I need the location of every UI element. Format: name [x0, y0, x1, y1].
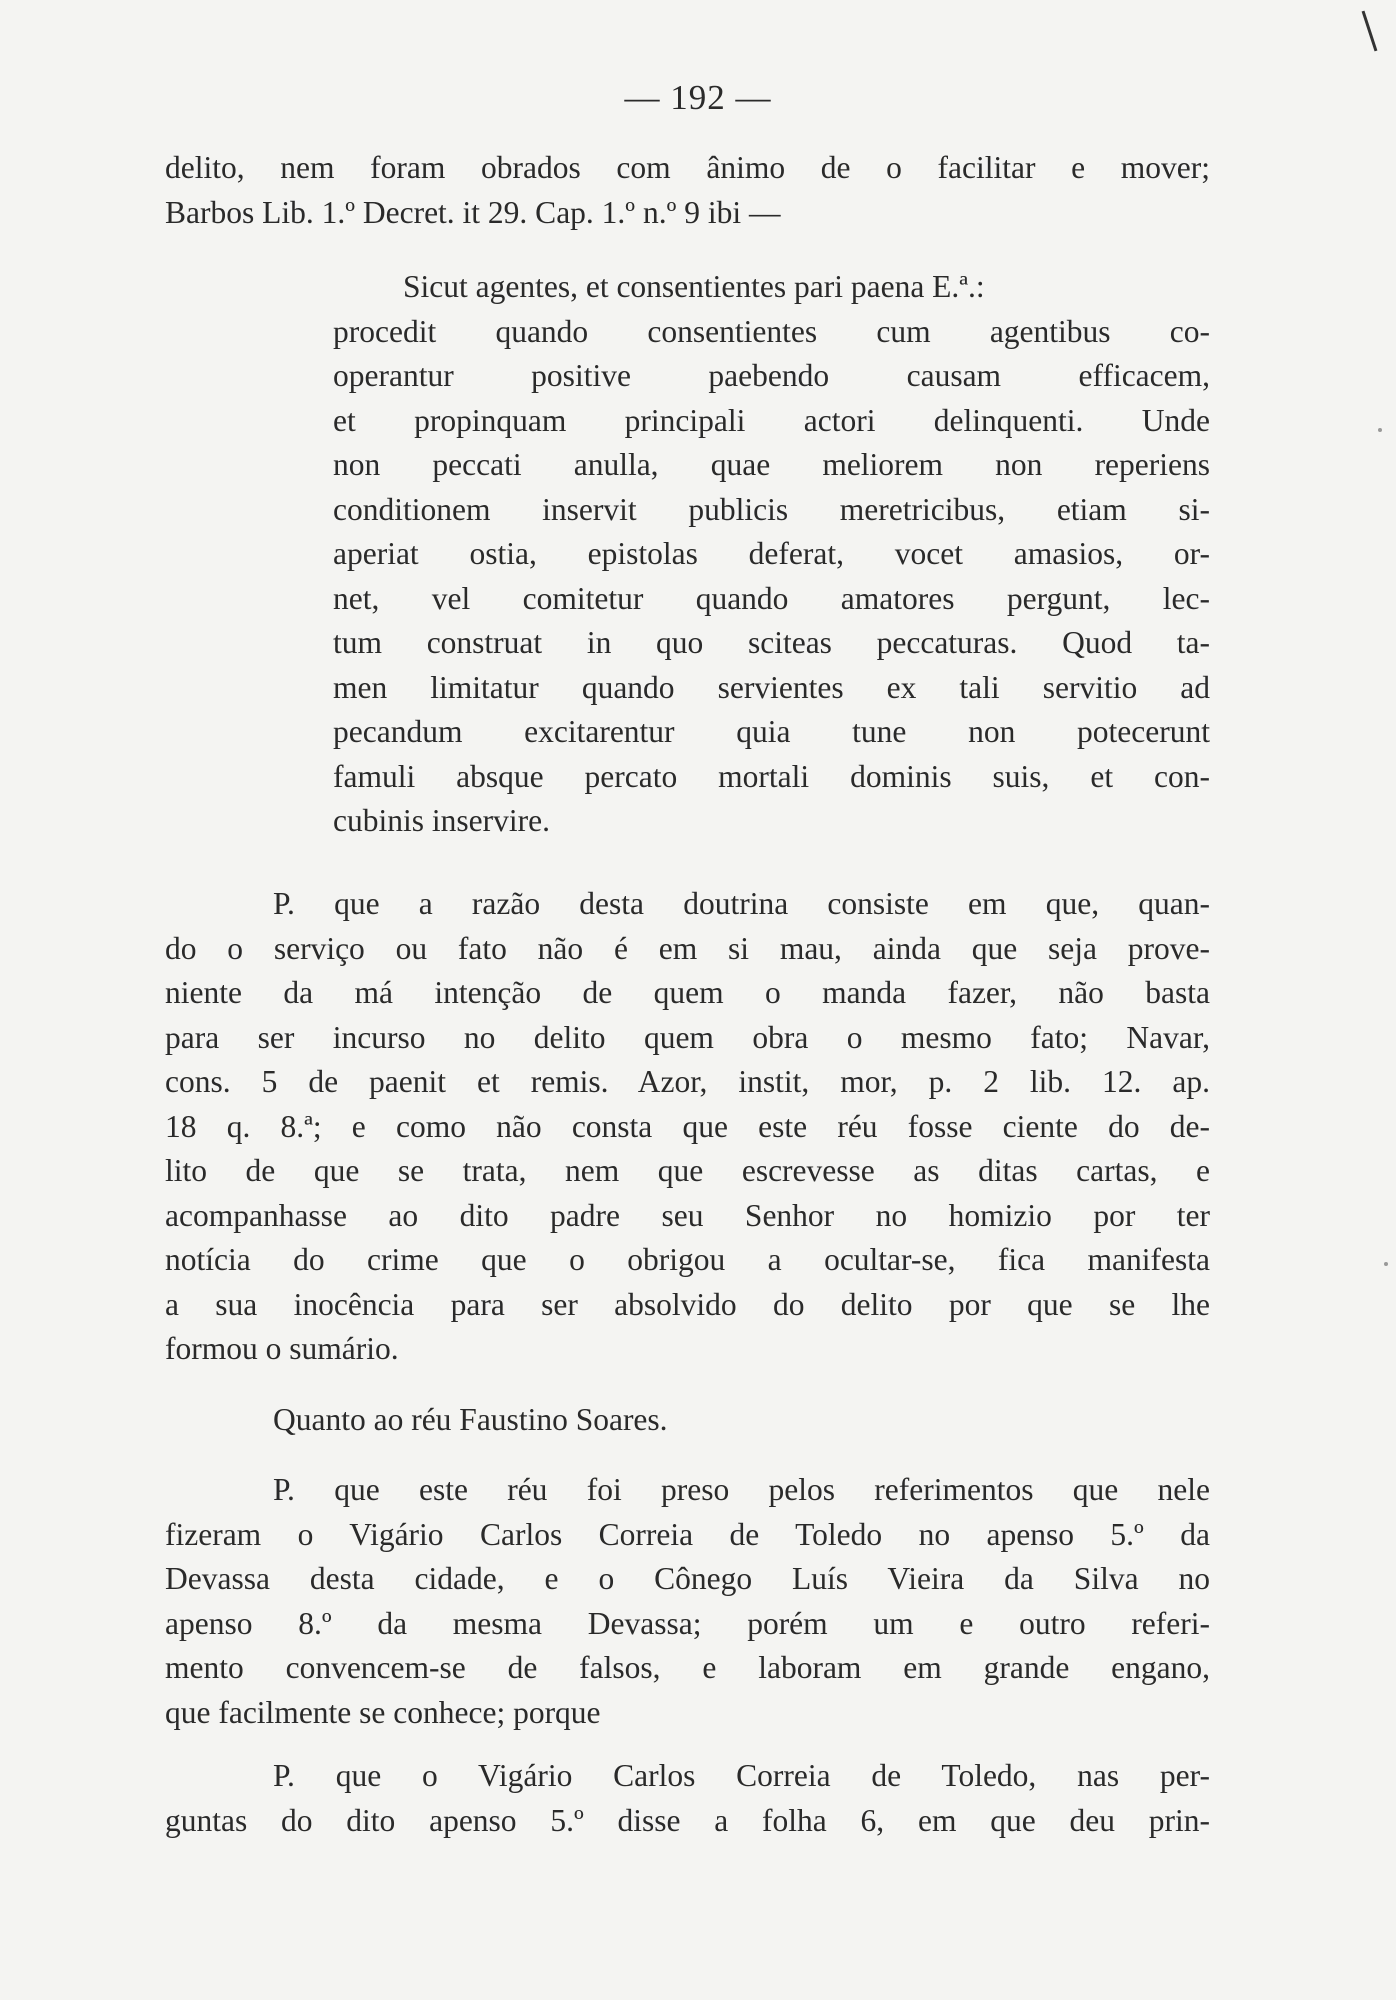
text-line: P. que o Vigário Carlos Correia de Toledo, nas per- — [273, 1758, 1210, 1793]
paragraph-1 — [165, 146, 1210, 235]
text-line: notícia do crime que o obrigou a ocultar-se, fica manifesta — [165, 1242, 1210, 1277]
text-line: delito, nem foram obrados com ânimo de o facilitar e mover; — [165, 150, 1210, 185]
text-line: Devassa desta cidade, e o Cônego Luís Vieira da Silva no — [165, 1561, 1210, 1596]
text-line: procedit quando consentientes cum agentibus co- — [333, 313, 1210, 349]
text-line: men limitatur quando servientes ex tali servitio ad — [333, 669, 1210, 705]
text-line: Sicut agentes, et consentientes pari paena E.ª.: — [403, 269, 985, 304]
text-line: a sua inocência para ser absolvido do delito por que se lhe — [165, 1286, 1210, 1322]
speck — [1378, 428, 1382, 432]
text-line: formou o sumário. — [165, 1331, 399, 1366]
text-line: conditionem inservit publicis meretricibus, etiam si- — [333, 491, 1210, 527]
paragraph-2 — [165, 882, 1210, 1372]
text-line: et propinquam principali actori delinquenti. Unde — [333, 402, 1210, 438]
text-line: niente da má intenção de quem o manda fazer, não basta — [165, 975, 1210, 1010]
edge-mark — [1362, 11, 1378, 52]
paragraph-3 — [273, 1398, 1210, 1443]
text-line: operantur positive paebendo causam efficacem, — [333, 358, 1210, 393]
paragraph-4 — [165, 1468, 1210, 1735]
text-line: apenso 8.º da mesma Devassa; porém um e outro referi- — [165, 1605, 1210, 1641]
text-line: 18 q. 8.ª; e como não consta que este réu fosse ciente do de- — [165, 1108, 1210, 1144]
page-number: — 192 — — [624, 78, 772, 117]
latin-quote — [333, 265, 1210, 844]
text-line: famuli absque percato mortali dominis suis, et con- — [333, 758, 1210, 794]
paragraph-5 — [165, 1754, 1210, 1843]
text-line: cubinis inservire. — [333, 803, 550, 838]
text-line: fizeram o Vigário Carlos Correia de Toledo no apenso 5.º da — [165, 1516, 1210, 1552]
text-line: net, vel comitetur quando amatores pergunt, lec- — [333, 580, 1210, 616]
text-line: tum construat in quo sciteas peccaturas. Quod ta- — [333, 625, 1210, 660]
text-line: guntas do dito apenso 5.º disse a folha 6, em que deu prin- — [165, 1802, 1210, 1838]
text-line: aperiat ostia, epistolas deferat, vocet amasios, or- — [333, 536, 1210, 571]
text-line: Barbos Lib. 1.º Decret. it 29. Cap. 1.º n.º 9 ibi — — [165, 194, 781, 230]
text-line: pecandum excitarentur quia tune non potecerunt — [333, 714, 1210, 749]
speck — [1384, 1262, 1388, 1266]
text-line: para ser incurso no delito quem obra o mesmo fato; Navar, — [165, 1019, 1210, 1055]
text-line: que facilmente se conhece; porque — [165, 1694, 601, 1730]
text-line: P. que a razão desta doutrina consiste em que, quan- — [273, 886, 1210, 921]
text-line: acompanhasse ao dito padre seu Senhor no homizio por ter — [165, 1197, 1210, 1233]
text-line: cons. 5 de paenit et remis. Azor, instit, mor, p. 2 lib. 12. ap. — [165, 1064, 1210, 1099]
text-line: do o serviço ou fato não é em si mau, ainda que seja prove- — [165, 930, 1210, 966]
text-line: non peccati anulla, quae meliorem non reperiens — [333, 447, 1210, 482]
text-line: Quanto ao réu Faustino Soares. — [273, 1402, 668, 1437]
text-line: P. que este réu foi preso pelos referimentos que nele — [273, 1472, 1210, 1507]
text-line: mento convencem-se de falsos, e laboram em grande engano, — [165, 1650, 1210, 1685]
text-line: lito de que se trata, nem que escrevesse as ditas cartas, e — [165, 1153, 1210, 1188]
